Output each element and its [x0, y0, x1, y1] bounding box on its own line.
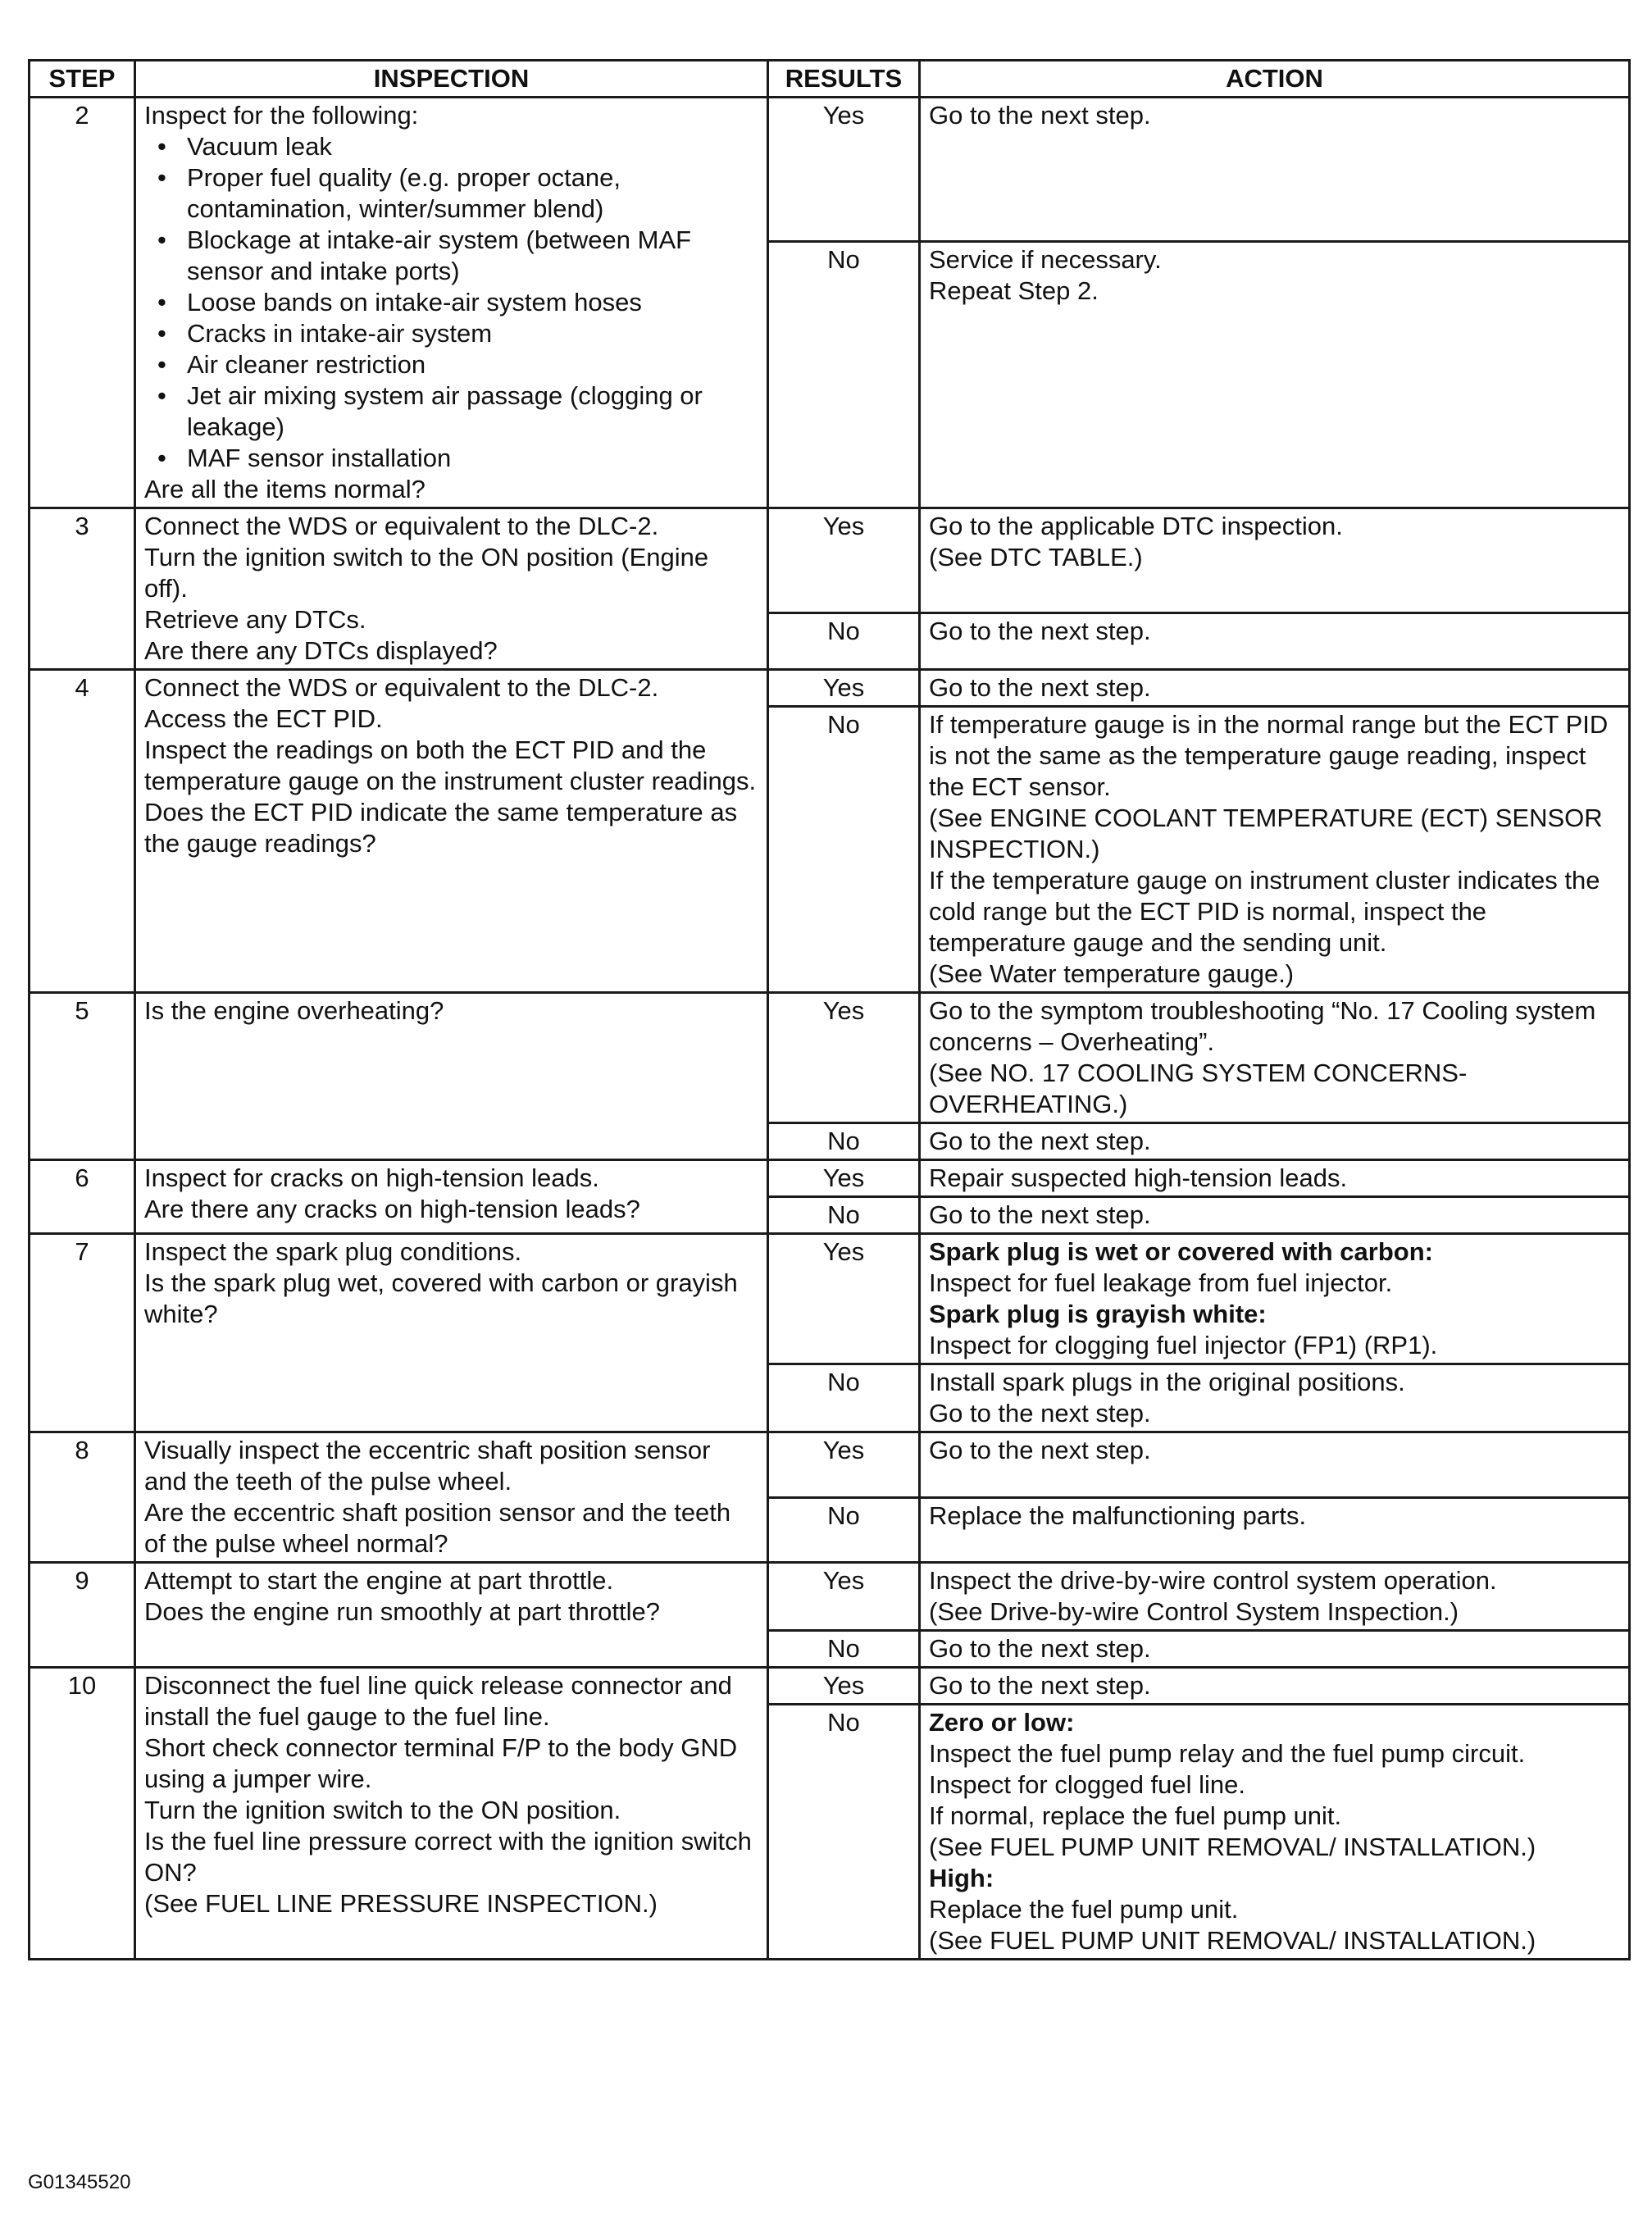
inspection-text: (See FUEL LINE PRESSURE INSPECTION.) — [144, 1889, 658, 1918]
inspection-bullet-item: • Air cleaner restriction — [144, 349, 758, 380]
action-text: Inspect the drive-by-wire control system operation. — [929, 1566, 1497, 1595]
action-text: (See FUEL PUMP UNIT REMOVAL/ INSTALLATION.) — [929, 1833, 1536, 1861]
inspection-text: Access the ECT PID. — [144, 704, 383, 733]
inspection-cell — [135, 508, 768, 670]
action-text: Go to the next step. — [929, 1634, 1151, 1663]
action-text: (See DTC TABLE.) — [929, 543, 1143, 571]
action-text: Go to the applicable DTC inspection. — [929, 512, 1343, 540]
table-row — [30, 670, 1630, 707]
action-cell — [920, 1234, 1630, 1364]
action-cell — [920, 1123, 1630, 1160]
inspection-bullet-item: • Vacuum leak — [144, 131, 758, 162]
inspection-text: Are there any DTCs displayed? — [144, 636, 498, 665]
header-inspection: INSPECTION — [135, 61, 768, 98]
table-row — [30, 1234, 1630, 1364]
inspection-text: Turn the ignition switch to the ON position (Engine off). — [144, 543, 709, 603]
action-text: Go to the next step. — [929, 101, 1151, 130]
action-text: Go to the next step. — [929, 673, 1151, 702]
action-text: Go to the next step. — [929, 1127, 1151, 1155]
result-cell: No — [768, 1705, 920, 1960]
result-cell: Yes — [768, 993, 920, 1123]
table-row — [30, 1563, 1630, 1631]
inspection-text: Inspect for cracks on high-tension leads. — [144, 1163, 599, 1192]
result-cell: No — [768, 1364, 920, 1432]
inspection-cell — [135, 993, 768, 1160]
action-text: Inspect for clogged fuel line. — [929, 1770, 1246, 1799]
inspection-text: Turn the ignition switch to the ON position. — [144, 1796, 621, 1824]
inspection-text: Disconnect the fuel line quick release connector and install the fuel gauge to the fuel line. — [144, 1671, 732, 1731]
step-number: 2 — [30, 98, 135, 508]
action-condition-heading: Spark plug is wet or covered with carbon: — [929, 1237, 1433, 1266]
result-cell: No — [768, 242, 920, 508]
action-text: Go to the next step. — [929, 1671, 1151, 1700]
action-text: Inspect for clogging fuel injector (FP1) (RP1). — [929, 1331, 1438, 1359]
inspection-text: Does the ECT PID indicate the same temperature as the gauge readings? — [144, 798, 738, 858]
action-text: If temperature gauge is in the normal range but the ECT PID is not the same as the temperature gauge reading, inspect the ECT sensor. — [929, 710, 1609, 801]
action-cell — [920, 1432, 1630, 1498]
inspection-text: Connect the WDS or equivalent to the DLC-2. — [144, 673, 659, 702]
action-text: Go to the next step. — [929, 1200, 1151, 1229]
action-text: Install spark plugs in the original positions. — [929, 1368, 1405, 1396]
inspection-text: Connect the WDS or equivalent to the DLC-2. — [144, 512, 659, 540]
action-cell — [920, 993, 1630, 1123]
inspection-text: Are all the items normal? — [144, 475, 426, 503]
result-cell: Yes — [768, 1668, 920, 1705]
action-text: Replace the fuel pump unit. — [929, 1895, 1239, 1924]
result-cell: No — [768, 707, 920, 993]
result-cell: Yes — [768, 670, 920, 707]
table-row — [30, 508, 1630, 613]
result-cell: No — [768, 1631, 920, 1668]
action-cell — [920, 707, 1630, 993]
inspection-bullet-item: • MAF sensor installation — [144, 443, 758, 474]
step-number: 8 — [30, 1432, 135, 1563]
inspection-text: Are there any cracks on high-tension leads? — [144, 1195, 640, 1223]
inspection-bullet-item: • Cracks in intake-air system — [144, 318, 758, 349]
table-row — [30, 98, 1630, 242]
action-text: Go to the next step. — [929, 616, 1151, 645]
step-number: 9 — [30, 1563, 135, 1668]
action-cell — [920, 612, 1630, 669]
inspection-text: Inspect for the following: — [144, 101, 419, 130]
result-cell: Yes — [768, 1563, 920, 1631]
inspection-text: Inspect the spark plug conditions. — [144, 1237, 522, 1266]
inspection-cell — [135, 1160, 768, 1234]
inspection-cell — [135, 1668, 768, 1960]
action-text: Replace the malfunctioning parts. — [929, 1500, 1307, 1530]
inspection-bullet-item: • Blockage at intake-air system (between MAF sensor and intake ports) — [144, 225, 758, 287]
inspection-text: Is the engine overheating? — [144, 996, 444, 1025]
action-text: (See Water temperature gauge.) — [929, 959, 1295, 988]
action-text: (See Drive-by-wire Control System Inspection.) — [929, 1597, 1459, 1626]
table-row — [30, 993, 1630, 1123]
inspection-text: Attempt to start the engine at part throttle. — [144, 1566, 614, 1595]
action-text: Inspect for fuel leakage from fuel injector. — [929, 1268, 1393, 1297]
action-text: (See FUEL PUMP UNIT REMOVAL/ INSTALLATION.) — [929, 1926, 1536, 1955]
action-condition-heading: Spark plug is grayish white: — [929, 1300, 1267, 1328]
step-number: 10 — [30, 1668, 135, 1960]
action-cell — [920, 1197, 1630, 1234]
table-row — [30, 1432, 1630, 1498]
result-cell: Yes — [768, 1160, 920, 1197]
header-action: ACTION — [920, 61, 1630, 98]
action-text: If the temperature gauge on instrument cluster indicates the cold range but the ECT PID is normal, inspect the temperature gauge and the sending unit. — [929, 866, 1600, 957]
result-cell: No — [768, 1197, 920, 1234]
action-cell — [920, 1705, 1630, 1960]
result-cell: No — [768, 1123, 920, 1160]
action-text: Service if necessary. — [929, 245, 1162, 275]
action-cell — [920, 1497, 1630, 1563]
inspection-cell — [135, 670, 768, 993]
action-cell — [920, 1364, 1630, 1432]
inspection-bullet-item: • Jet air mixing system air passage (clogging or leakage) — [144, 380, 758, 443]
action-cell — [920, 1563, 1630, 1631]
inspection-bullet-item: • Loose bands on intake-air system hoses — [144, 287, 758, 318]
result-cell: No — [768, 612, 920, 669]
header-step: STEP — [30, 61, 135, 98]
result-cell: Yes — [768, 1234, 920, 1364]
result-cell: Yes — [768, 98, 920, 242]
header-results: RESULTS — [768, 61, 920, 98]
action-cell — [920, 508, 1630, 613]
inspection-text: Visually inspect the eccentric shaft position sensor and the teeth of the pulse wheel. — [144, 1436, 711, 1496]
figure-code: G01345520 — [28, 2171, 131, 2193]
diagnostic-procedure-sheet — [28, 59, 1628, 1960]
inspection-text: Is the spark plug wet, covered with carbon or grayish white? — [144, 1268, 738, 1328]
step-number: 6 — [30, 1160, 135, 1234]
result-cell: Yes — [768, 508, 920, 613]
inspection-text: Short check connector terminal F/P to the body GND using a jumper wire. — [144, 1733, 738, 1793]
inspection-text: Does the engine run smoothly at part throttle? — [144, 1597, 660, 1626]
action-text: If normal, replace the fuel pump unit. — [929, 1801, 1342, 1830]
inspection-text: Retrieve any DTCs. — [144, 605, 366, 634]
action-text: (See NO. 17 COOLING SYSTEM CONCERNS-OVERHEATING.) — [929, 1059, 1468, 1118]
diagnostic-table — [28, 59, 1631, 1960]
inspection-cell — [135, 1563, 768, 1668]
inspection-cell — [135, 98, 768, 508]
action-text: Go to the next step. — [929, 1399, 1151, 1428]
result-cell: Yes — [768, 1432, 920, 1498]
table-header-row — [30, 61, 1630, 98]
step-number: 7 — [30, 1234, 135, 1432]
inspection-bullet-item: • Proper fuel quality (e.g. proper octane, contamination, winter/summer blend) — [144, 162, 758, 225]
action-cell — [920, 1160, 1630, 1197]
action-text: Go to the symptom troubleshooting “No. 17 Cooling system concerns – Overheating”. — [929, 996, 1596, 1056]
inspection-cell — [135, 1432, 768, 1563]
result-cell: No — [768, 1497, 920, 1563]
action-cell — [920, 242, 1630, 508]
inspection-text: Are the eccentric shaft position sensor and the teeth of the pulse wheel normal? — [144, 1498, 731, 1558]
action-text: Repair suspected high-tension leads. — [929, 1163, 1348, 1192]
action-condition-heading: Zero or low: — [929, 1708, 1075, 1737]
action-condition-heading: High: — [929, 1864, 994, 1892]
action-text: Go to the next step. — [929, 1436, 1151, 1464]
step-number: 3 — [30, 508, 135, 670]
action-text: (See ENGINE COOLANT TEMPERATURE (ECT) SENSOR INSPECTION.) — [929, 804, 1603, 863]
action-text: Repeat Step 2. — [929, 276, 1099, 306]
action-cell — [920, 670, 1630, 707]
action-cell — [920, 1631, 1630, 1668]
table-row — [30, 1160, 1630, 1197]
action-text: Inspect the fuel pump relay and the fuel pump circuit. — [929, 1739, 1526, 1768]
table-row — [30, 1668, 1630, 1705]
step-number: 5 — [30, 993, 135, 1160]
table-body — [30, 98, 1630, 1960]
inspection-cell — [135, 1234, 768, 1432]
inspection-text: Inspect the readings on both the ECT PID and the temperature gauge on the instrument cluster readings. — [144, 735, 757, 795]
action-cell — [920, 1668, 1630, 1705]
step-number: 4 — [30, 670, 135, 993]
inspection-text: Is the fuel line pressure correct with the ignition switch ON? — [144, 1827, 752, 1887]
action-cell — [920, 98, 1630, 242]
